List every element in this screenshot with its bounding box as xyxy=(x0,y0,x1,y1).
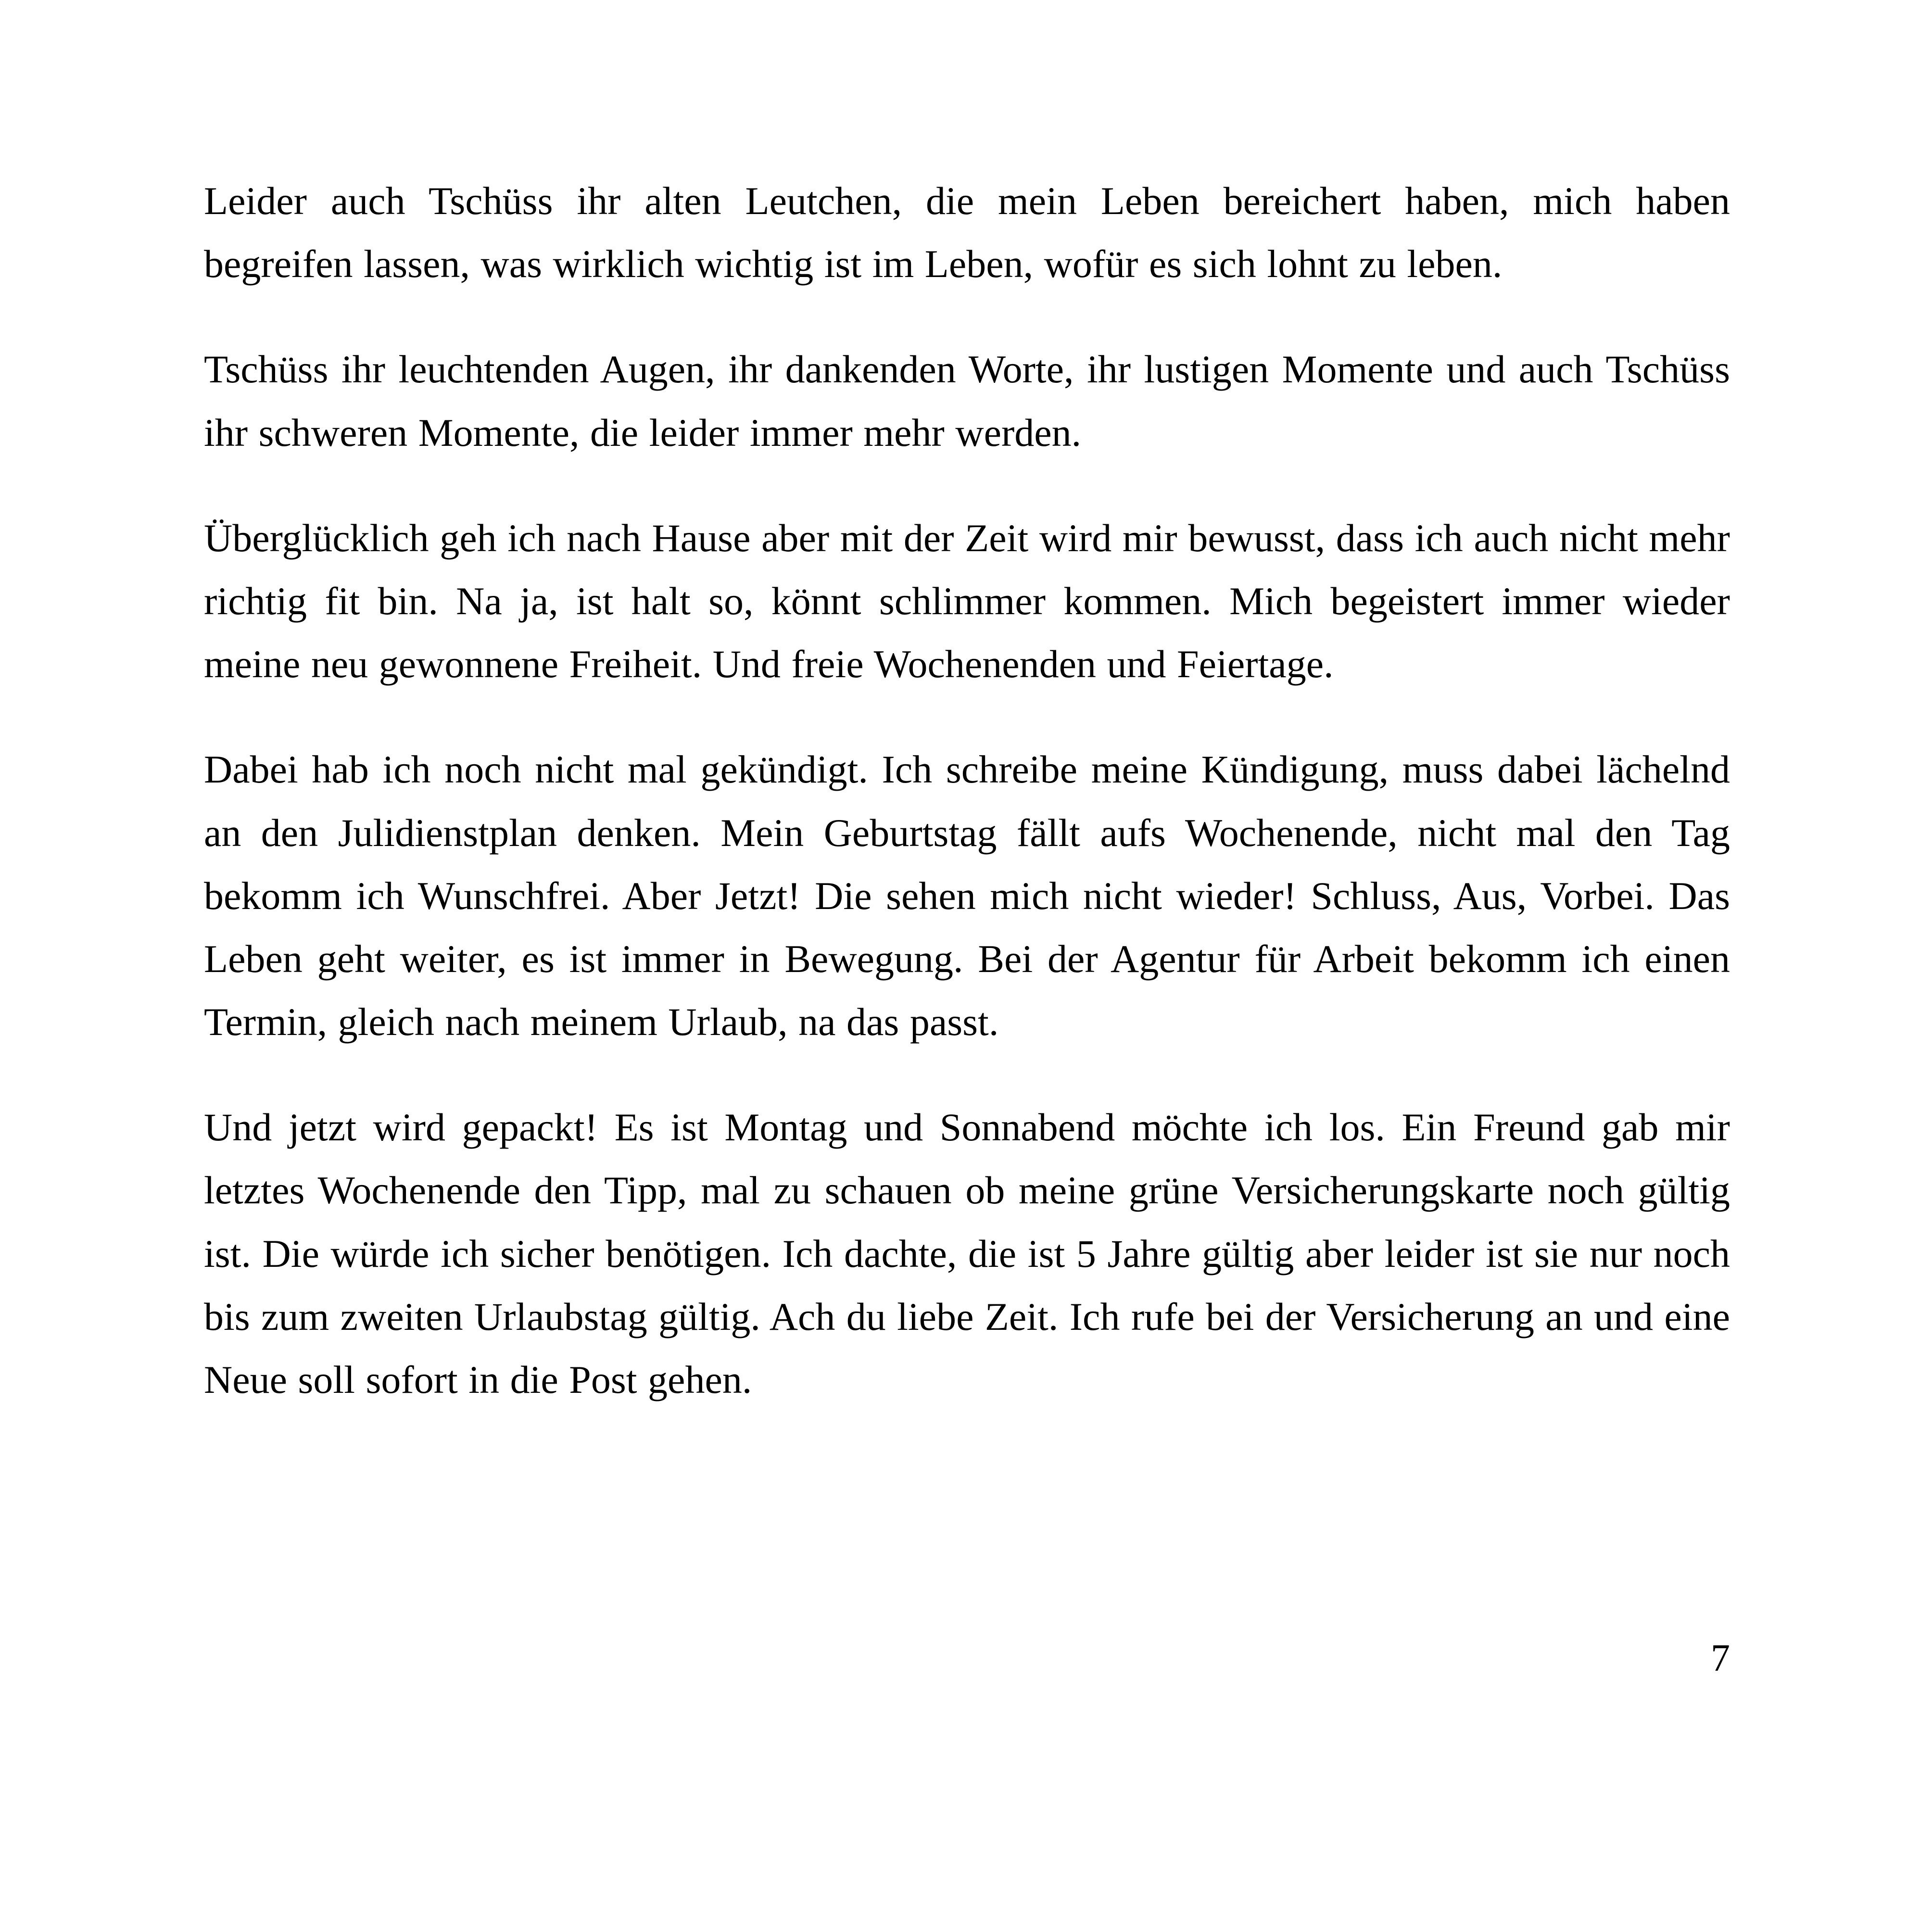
text-block xyxy=(204,169,1730,1411)
paragraph: Dabei hab ich noch nicht mal gekündigt. Ich schreibe meine Kündigung, muss dabei lächelnd an den Julidienstplan denken. Mein Geburtstag fällt aufs Wochenende, nicht mal den Tag bekomm ich Wunschfrei. Aber Jetzt! Die sehen mich nicht wieder! Schluss, Aus, Vorbei. Das Leben geht weiter, es ist immer in Bewegung. Bei der Agentur für Arbeit bekomm ich einen Termin, gleich nach meinem Urlaub, na das passt. xyxy=(204,747,1730,1044)
page-number: 7 xyxy=(1711,1637,1730,1679)
paragraph: Leider auch Tschüss ihr alten Leutchen, die mein Leben bereichert haben, mich haben begreifen lassen, was wirklich wichtig ist im Leben, wofür es sich lohnt zu leben. xyxy=(204,179,1730,286)
paragraph: Und jetzt wird gepackt! Es ist Montag und Sonnabend möchte ich los. Ein Freund gab mir letztes Wochenende den Tipp, mal zu schauen ob meine grüne Versicherungskarte noch gültig ist. Die würde ich sicher benötigen. Ich dachte, die ist 5 Jahre gültig aber leider ist sie nur noch bis zum zweiten Urlaubstag gültig. Ach du liebe Zeit. Ich rufe bei der Versicherung an und eine Neue soll sofort in die Post gehen. xyxy=(204,1105,1730,1402)
paragraph: Überglücklich geh ich nach Hause aber mit der Zeit wird mir bewusst, dass ich auch nicht mehr richtig fit bin. Na ja, ist halt so, könnt schlimmer kommen. Mich begeistert immer wieder meine neu gewonnene Freiheit. Und freie Wochenenden und Feiertage. xyxy=(204,516,1730,686)
paragraph: Tschüss ihr leuchtenden Augen, ihr dankenden Worte, ihr lustigen Momente und auch Tschüss ihr schweren Momente, die leider immer mehr werden. xyxy=(204,347,1730,455)
